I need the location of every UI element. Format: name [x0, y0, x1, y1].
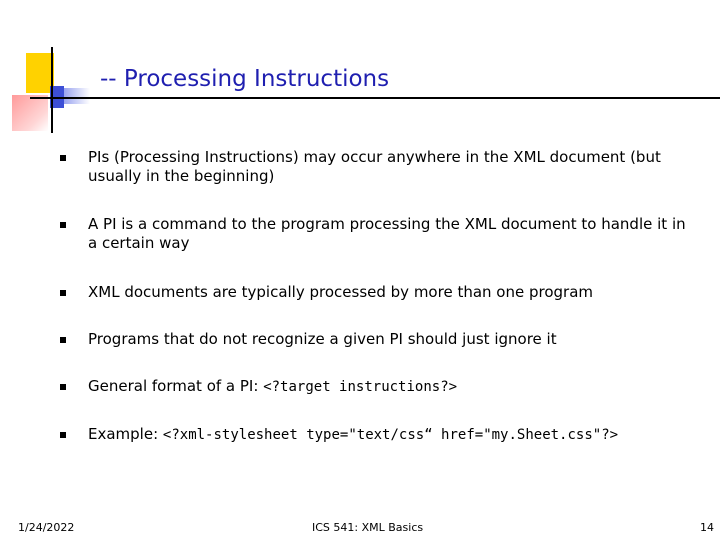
square-bullet-icon	[60, 337, 66, 343]
footer-course: ICS 541: XML Basics	[312, 521, 424, 534]
bullet-text: A PI is a command to the program processing the XML document to handle it in a certain way	[88, 215, 686, 252]
pi-syntax-code: <?target instructions?>	[263, 379, 458, 395]
square-bullet-icon	[60, 222, 66, 228]
bullet-prefix: Example:	[88, 425, 163, 443]
red-square-decoration	[12, 95, 48, 131]
bullet-text	[88, 425, 688, 445]
square-bullet-icon	[60, 155, 66, 161]
square-bullet-icon	[60, 290, 66, 296]
vertical-rule	[51, 47, 53, 133]
pi-example-code: <?xml-stylesheet type="text/css“ href="my.Sheet.css"?>	[162, 427, 619, 443]
footer-page-number: 14	[700, 521, 714, 534]
bullet-text	[88, 377, 688, 397]
bullet-text: PIs (Processing Instructions) may occur anywhere in the XML document (but usually in the beginning)	[88, 148, 661, 185]
bullet-text: XML documents are typically processed by more than one program	[88, 283, 594, 301]
bullet-text: Programs that do not recognize a given PI should just ignore it	[88, 330, 557, 348]
square-bullet-icon	[60, 384, 66, 390]
footer-date: 1/24/2022	[18, 521, 75, 534]
bullet-prefix: General format of a PI:	[88, 377, 264, 395]
title-underline-rule	[30, 97, 720, 99]
square-bullet-icon	[60, 432, 66, 438]
blue-gradient-decoration	[64, 88, 90, 104]
slide-title: -- Processing Instructions	[100, 66, 390, 92]
